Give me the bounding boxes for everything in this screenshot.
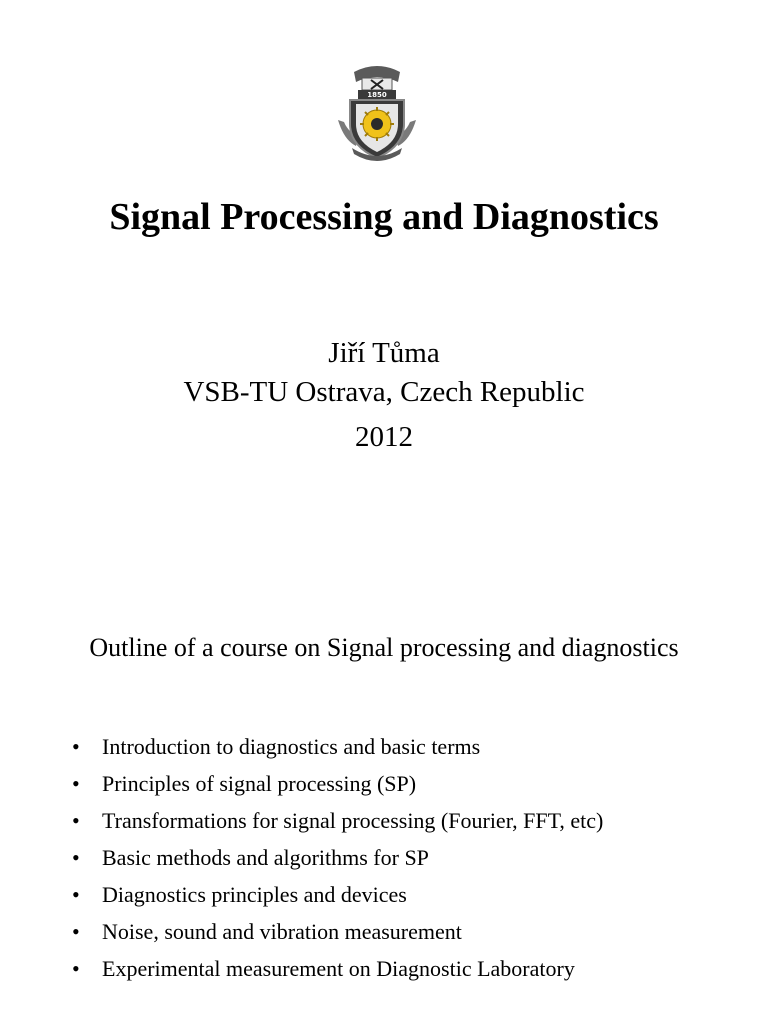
author-affiliation: VSB-TU Ostrava, Czech Republic (183, 376, 585, 408)
logo-year-text: 1850 (367, 91, 387, 99)
author-name: Jiří Tůma (328, 337, 440, 369)
topic-item: • Diagnostics principles and devices (72, 876, 603, 913)
topic-item: • Basic methods and algorithms for SP (72, 839, 603, 876)
topic-item: • Transformations for signal processing (Fourier, FFT, etc) (72, 802, 603, 839)
presentation-year: 2012 (355, 421, 413, 453)
topic-item: • Principles of signal processing (SP) (72, 765, 603, 802)
outline-heading: Outline of a course on Signal processing and diagnostics (89, 633, 679, 662)
university-logo (334, 62, 420, 162)
topic-item: • Introduction to diagnostics and basic terms (72, 728, 603, 765)
slide-title: Signal Processing and Diagnostics (109, 196, 659, 238)
university-crest-icon (334, 62, 420, 162)
author-block (0, 334, 768, 457)
topic-list (72, 728, 603, 987)
topic-item: • Noise, sound and vibration measurement (72, 913, 603, 950)
topic-item: • Experimental measurement on Diagnostic Laboratory (72, 950, 603, 987)
